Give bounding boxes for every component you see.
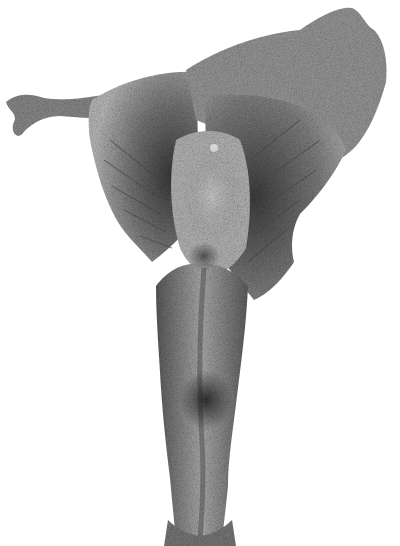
bright-spot — [210, 144, 218, 152]
mid-spot — [188, 242, 220, 270]
dark-knot — [180, 370, 232, 430]
body-highlight — [182, 150, 242, 242]
